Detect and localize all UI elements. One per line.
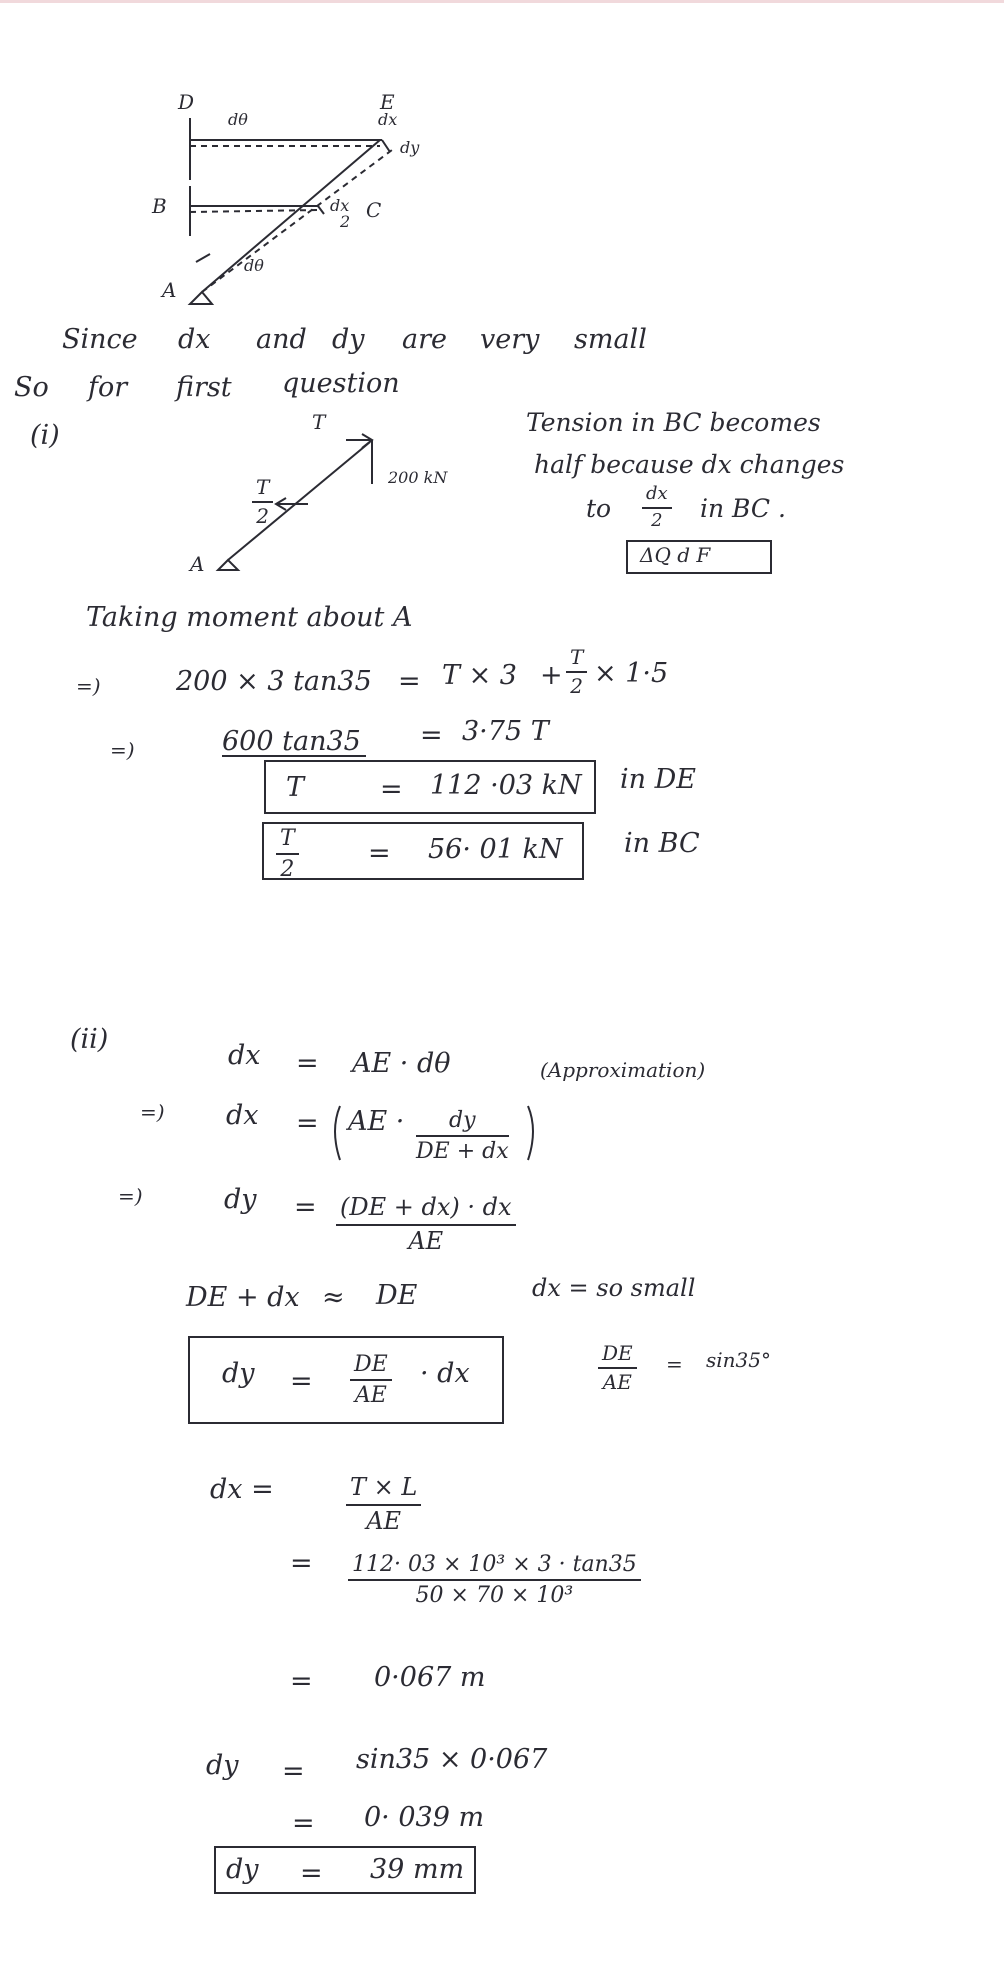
result-half-T-value: 56· 01 kN [428,834,563,865]
l2-num: dy [416,1108,509,1137]
fbd-A-label: A [190,552,205,576]
dy2-eq: = [292,1808,315,1839]
note-line-1: Tension in BC becomes [526,408,821,437]
moment-title: Taking moment about A [86,602,413,633]
sub-eq: = [290,1548,313,1579]
eq2-prefix: =) [110,738,135,762]
l3-eq: = [294,1192,317,1223]
result-half-T-eq: = [368,838,391,869]
eq1-eq: = [398,666,421,697]
approx-rhs: DE [376,1280,418,1311]
l1-rhs: AE · dθ [352,1048,451,1079]
ratio-fraction [598,1342,637,1394]
ratio-eq: = [666,1352,683,1376]
intro-word: and [256,324,307,355]
value-eq: = [290,1666,313,1697]
dy2-value: 0· 039 m [364,1802,485,1833]
note-line-3-pre: to [586,494,612,523]
dx-lhs: dx = [210,1474,274,1505]
final-lhs: dy [226,1854,259,1885]
eq1-rhs: T × 3 [442,660,517,691]
approx-symbol: ≈ [322,1282,345,1313]
label-E: E [380,90,395,114]
l2-fraction [416,1108,509,1165]
l2-eq: = [296,1108,319,1139]
label-C: C [366,198,382,222]
label-dtheta-bottom: dθ [244,256,264,275]
fbd-force-label: 200 kN [388,468,448,487]
l3-den: AE [408,1226,444,1255]
key-result-tail: · dx [420,1358,470,1389]
result-T-lhs: T [286,772,305,803]
key-result-num: DE [350,1352,392,1381]
eq1-lhs: 200 × 3 tan35 [176,666,372,697]
intro-word: dx [178,324,211,355]
eq2-eq: = [420,720,443,751]
label-dy-top: dy [400,138,420,157]
result-T-value: 112 ·03 kN [430,770,582,801]
intro-word: question [282,368,400,399]
eq1-plus: + [540,660,563,691]
result-half-den: 2 [280,857,295,883]
intro-word: are [402,324,447,355]
result-T-where: in DE [620,764,696,795]
sub-fraction [348,1552,641,1609]
l3-fraction [336,1194,516,1255]
l3-prefix: =) [118,1184,143,1208]
intro-word: Since [62,324,138,355]
sub-num: 112· 03 × 10³ × 3 · tan35 [348,1552,641,1581]
result-T-eq: = [380,774,403,805]
fbd-half-den: 2 [256,504,270,528]
intro-word: for [88,372,128,403]
eq1-half-den: 2 [570,674,584,698]
part-i-label: (i) [30,420,60,451]
ratio-num: DE [598,1342,637,1369]
l3-num: (DE + dx) · dx [336,1194,516,1226]
intro-word: small [574,324,647,355]
label-dtheta-top: dθ [228,110,248,129]
dx-value: 0·067 m [374,1662,486,1693]
key-result-eq: = [290,1366,313,1397]
fbd-half-num: T [252,476,273,503]
fbd-T-label: T [312,410,326,434]
result-half-T-lhs [276,826,299,883]
ratio-value: sin35° [706,1348,771,1372]
eq2-lhs: 600 tan35 [222,726,361,757]
label-A: A [162,278,177,302]
dy-lhs: dy [206,1750,239,1781]
label-B: B [152,194,167,218]
part-ii-label: (ii) [70,1024,109,1055]
intro-word: first [176,372,232,403]
eq1-prefix: =) [76,674,101,698]
sub-den: 50 × 70 × 10³ [415,1583,574,1609]
l3-lhs: dy [224,1184,257,1215]
intro-word: dy [332,324,365,355]
key-result-fraction [350,1352,392,1409]
result-half-T-where: in BC [624,828,700,859]
l1-lhs: dx [228,1040,261,1071]
eq1-half-num: T [566,646,587,673]
result-half-num: T [276,826,299,855]
dy-rhs: sin35 × 0·067 [356,1744,548,1775]
dx-den: AE [366,1506,402,1535]
key-result-den: AE [354,1383,387,1409]
note-dx-den: 2 [651,509,663,531]
note-line-3-post: in BC . [700,494,786,523]
label-dx-top: dx [378,110,398,129]
l2-lhs: dx [226,1100,259,1131]
note-line-2: half because dx changes [534,450,845,479]
dy-eq: = [282,1756,305,1787]
l2-rhs-pre: AE · [348,1106,405,1137]
note-box-text: ΔQ d F [640,543,711,567]
intro-word: So [14,372,49,403]
final-eq: = [300,1858,323,1889]
approx-note: dx = so small [532,1274,696,1302]
ratio-den: AE [602,1370,632,1394]
l1-eq: = [296,1048,319,1079]
label-half-den: 2 [340,212,351,231]
eq2-rhs: 3·75 T [462,716,549,747]
l2-prefix: =) [140,1100,165,1124]
intro-word: very [480,324,540,355]
key-result-lhs: dy [222,1358,255,1389]
final-value: 39 mm [370,1854,465,1885]
label-dx-half: dx [330,196,350,215]
dx-num: T × L [346,1474,421,1506]
l2-den: DE + dx [416,1139,509,1165]
approx-lhs: DE + dx [186,1282,300,1313]
label-D: D [178,90,195,114]
dx-fraction [346,1474,421,1535]
note-dx-num: dx [642,484,672,509]
l1-note: (Approximation) [540,1058,706,1082]
eq1-tail: × 1·5 [594,658,669,689]
